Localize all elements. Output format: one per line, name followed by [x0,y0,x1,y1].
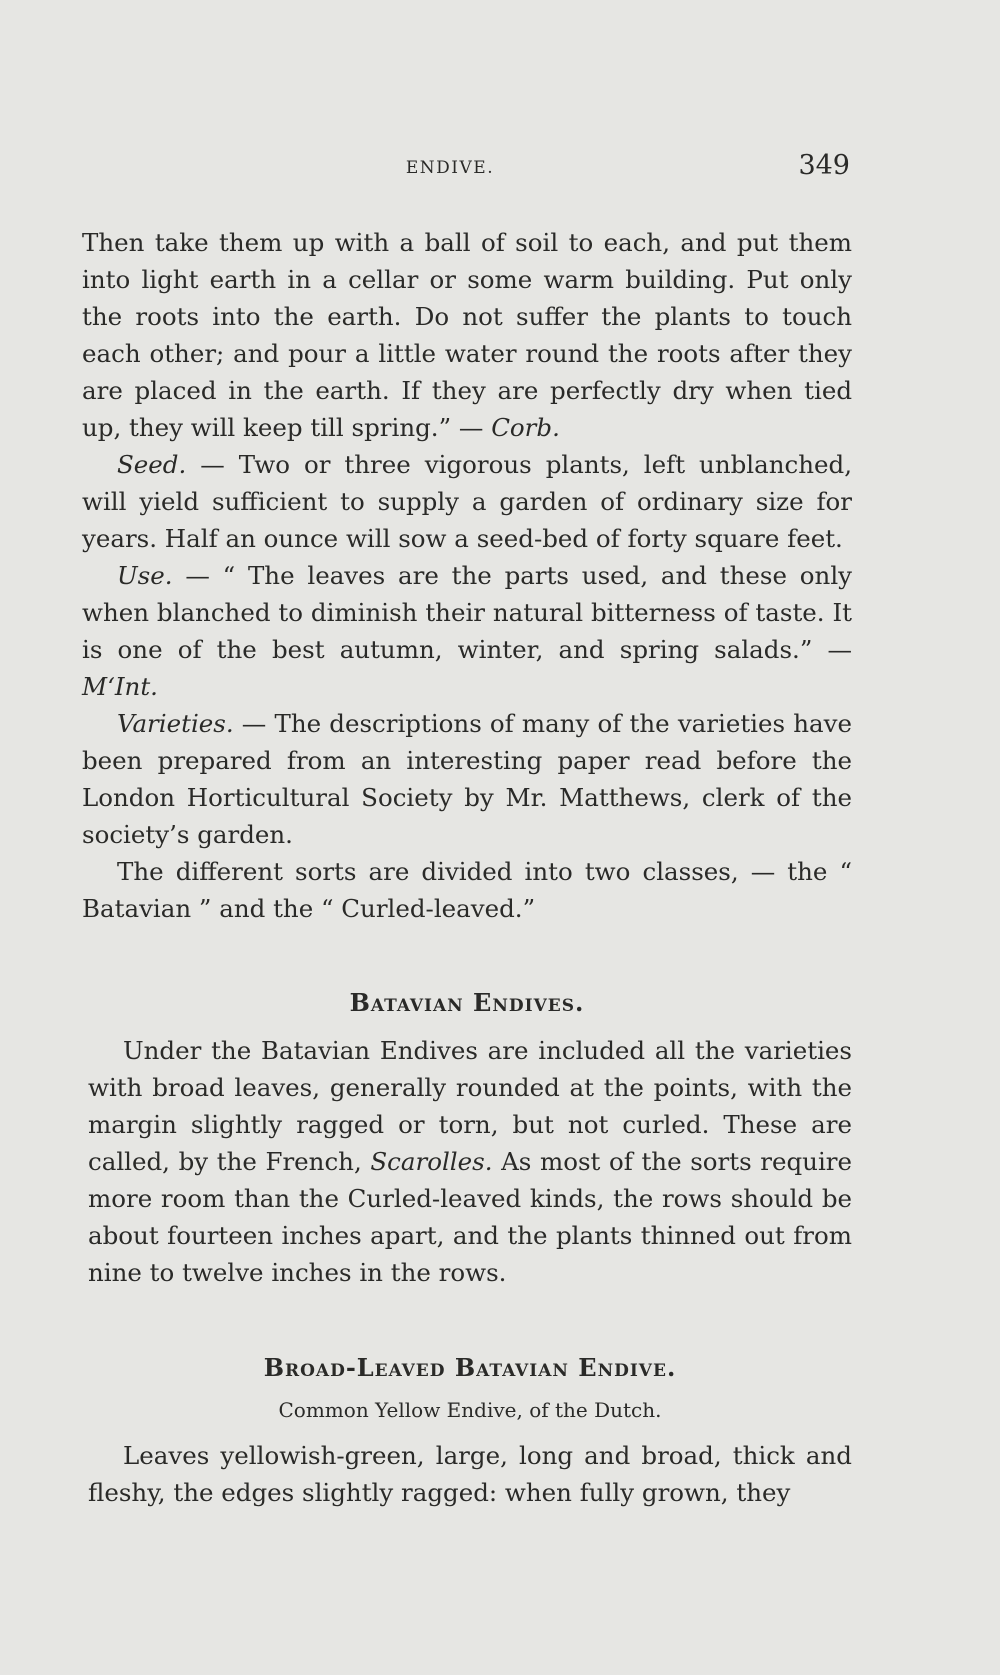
run-in-label: Use. [117,561,173,590]
run-in-label: Varieties. [117,709,234,738]
paragraph-text: — Two or three vigorous plants, left unblanched, will yield sufficient to supply a garden of ordinary size for years. Half an ounce will sow a seed-bed of forty square feet. [82,450,852,553]
paragraph-seed [82,446,852,557]
body-section-2 [88,1032,852,1291]
paragraph-batavian [88,1032,852,1291]
paragraph-use [82,557,852,705]
source-citation: M‘Int. [82,672,158,701]
section-heading-batavian-endives: Batavian Endives. [349,988,585,1017]
french-term: Scarolles. [370,1147,493,1176]
paragraph-text: The different sorts are divided into two classes, — the “ Batavian ” and the “ Curled-leaved.” [82,857,852,923]
paragraph-classes [82,853,852,927]
section-subheading: Common Yellow Endive, of the Dutch. [278,1398,662,1422]
paragraph-text: As most of the sorts require more room than the Curled-leaved kinds, the rows should be about fourteen inches apart, and the plants thinned out from nine to twelve inches in the rows. [88,1147,852,1287]
paragraph-varieties [82,705,852,853]
paragraph-text: — The descriptions of many of the varieties have been prepared from an interesting paper read before the London Horticultural Society by Mr. Matthews, clerk of the society’s garden. [82,709,852,849]
page-number: 349 [798,150,850,181]
section-heading-broad-leaved: Broad-Leaved Batavian Endive. [263,1353,677,1382]
body-section-1 [82,224,852,927]
paragraph-continued [82,224,852,446]
paragraph-text: Leaves yellowish-green, large, long and broad, thick and fleshy, the edges slightly ragged: when fully grown, they [88,1441,852,1507]
paragraph-broad-leaved [88,1437,852,1511]
running-header: ENDIVE. [405,158,495,178]
source-citation: Corb. [491,413,560,442]
body-section-3 [88,1437,852,1511]
paragraph-text: — “ The leaves are the parts used, and these only when blanched to diminish their natural bitterness of taste. It is one of the best autumn, winter, and spring salads.” — [82,561,852,664]
run-in-label: Seed. [117,450,187,479]
paragraph-text: Under the Batavian Endives are included all the varieties with broad leaves, generally rounded at the points, with the margin slightly ragged or torn, but not curled. These are called, by the French, [88,1036,852,1176]
paragraph-text: Then take them up with a ball of soil to each, and put them into light earth in a cellar or some warm building. Put only the roots into the earth. Do not suffer the plants to touch each other; and pour a little water round the roots after they are placed in the earth. If they are perfectly dry when tied up, they will keep till spring.” — [82,228,852,442]
